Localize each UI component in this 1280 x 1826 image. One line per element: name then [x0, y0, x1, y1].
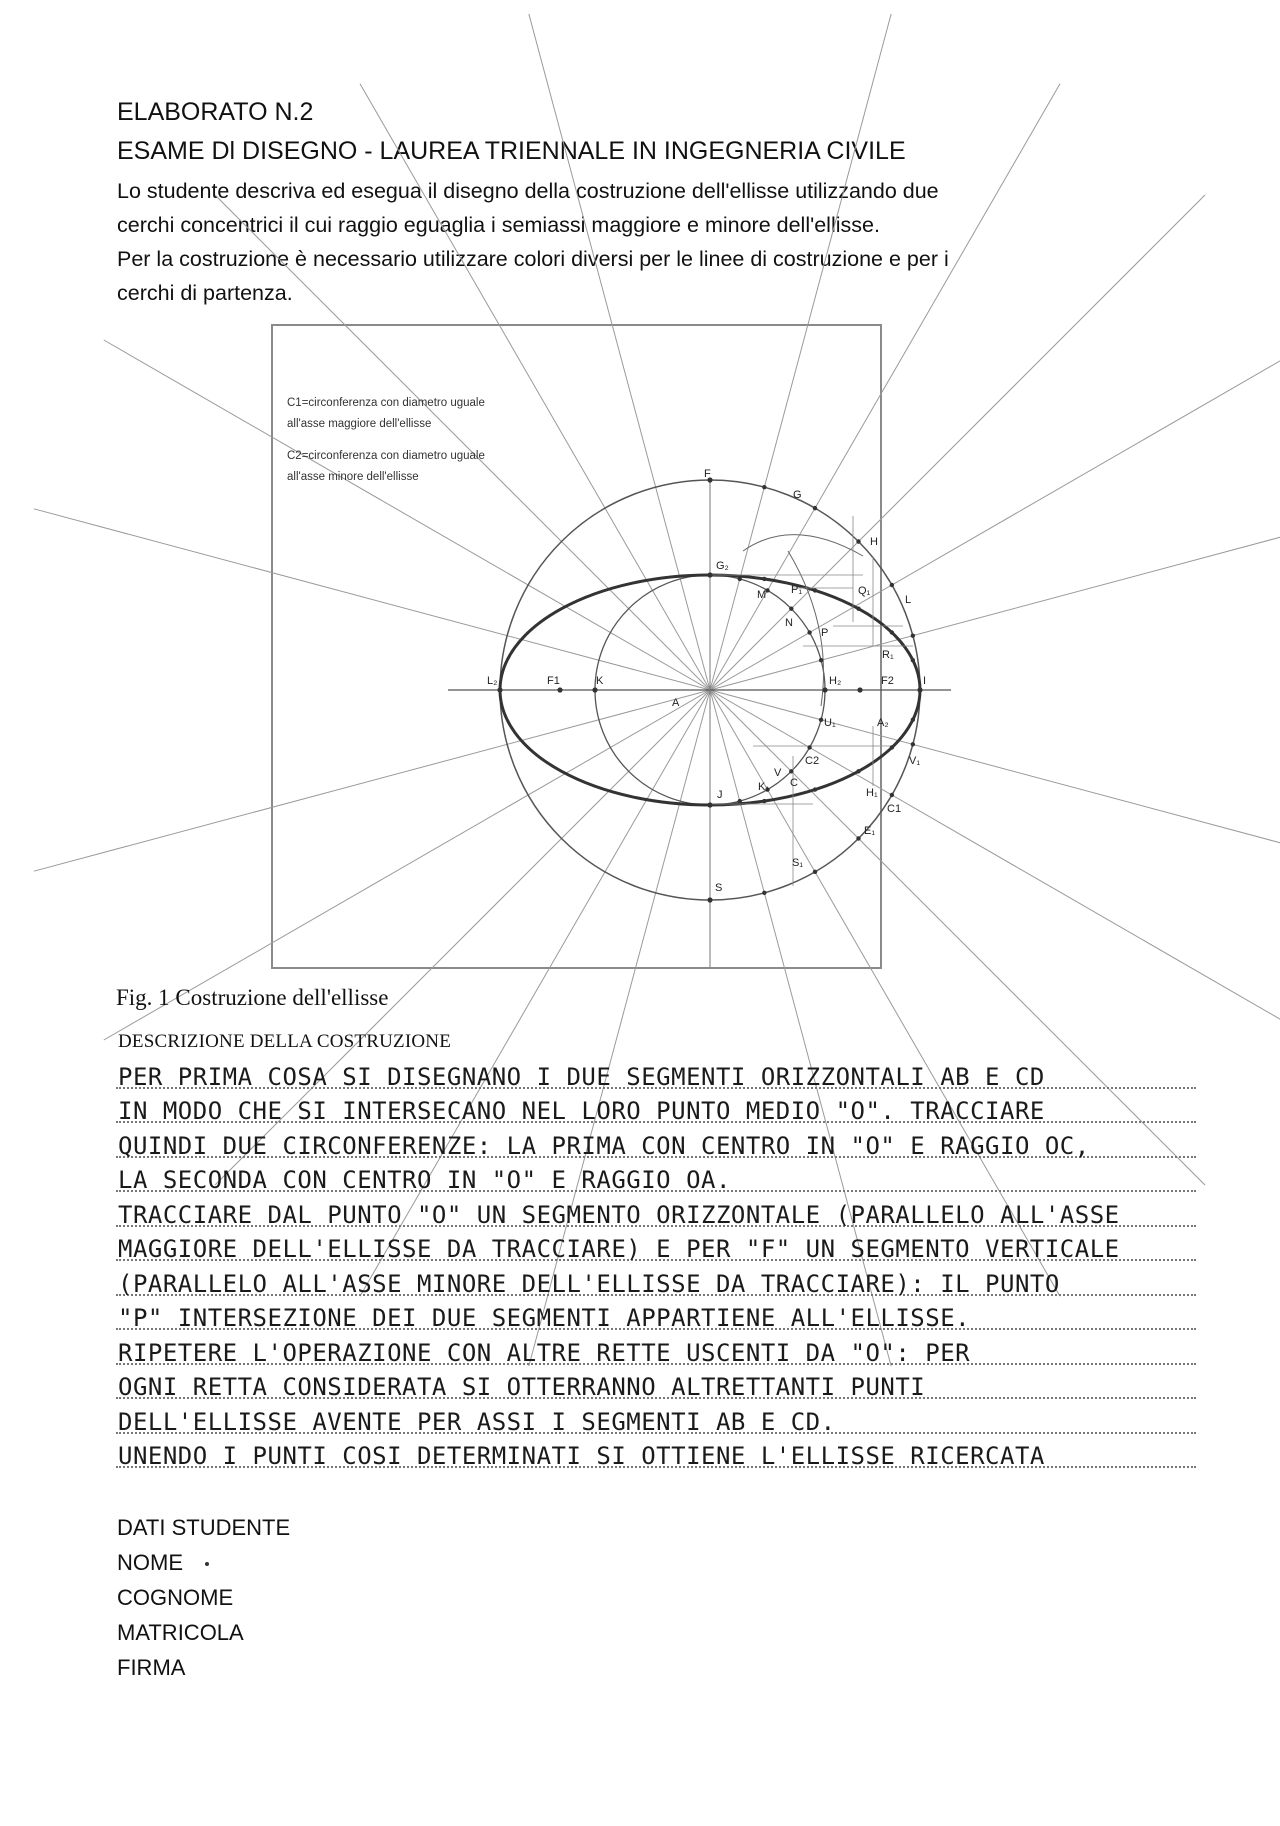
construction-point	[813, 870, 817, 874]
nome-row	[117, 1545, 290, 1580]
construction-point	[813, 787, 817, 791]
construction-point	[738, 577, 742, 581]
exam-subtitle: ESAME Dl DISEGNO - LAUREA TRIENNALE IN INGEGNERIA CIVILE	[117, 137, 906, 165]
construction-point	[762, 577, 766, 581]
label-H: H	[870, 536, 878, 548]
label-L: L	[905, 594, 912, 606]
prompt-line-1: Lo studente descriva ed esegua il disegno della costruzione dell'ellisse utilizzando due	[117, 179, 939, 203]
construction-point	[789, 769, 793, 773]
construction-point	[707, 802, 712, 807]
answer-line	[116, 1371, 1196, 1406]
label-E1: E₁	[864, 825, 876, 837]
construction-point	[738, 799, 742, 803]
label-C2: C2	[805, 755, 820, 767]
construction-point	[707, 897, 712, 902]
figure-caption: Fig. 1 Costruzione dell'ellisse	[116, 985, 389, 1010]
label-F2: F2	[881, 675, 894, 687]
label-R1: R₁	[882, 649, 894, 661]
construction-point	[813, 588, 817, 592]
answer-text: PER PRIMA COSA SI DISEGNANO I DUE SEGMENTI ORIZZONTALI AB E CD	[118, 1062, 1045, 1091]
label-P: P	[821, 627, 829, 639]
answer-line	[116, 1440, 1196, 1475]
construction-point	[857, 687, 862, 692]
construction-point	[856, 836, 860, 840]
label-A: A	[672, 697, 680, 709]
arc-mark-2	[788, 551, 824, 706]
construction-point	[911, 742, 915, 746]
construction-point	[819, 718, 823, 722]
construction-point	[762, 799, 766, 803]
construction-point	[911, 718, 915, 722]
construction-point	[807, 745, 811, 749]
label-N: N	[785, 617, 793, 629]
label-F: F	[704, 468, 711, 480]
answer-text: UNENDO I PUNTI COSI DETERMINATI SI OTTIENE L'ELLISSE RICERCATA	[118, 1442, 1045, 1470]
answer-text: "P" INTERSEZIONE DEI DUE SEGMENTI APPARTIENE ALL'ELLISSE.	[118, 1304, 971, 1332]
construction-point	[807, 630, 811, 634]
student-data-section	[117, 1510, 290, 1685]
construction-point	[890, 745, 894, 749]
prompt-line-4: cerchi di partenza.	[117, 281, 293, 305]
label-K: K	[596, 675, 604, 687]
answer-line	[116, 1060, 1196, 1095]
ellipse-construction-figure	[271, 324, 927, 969]
label-K1: K₁	[758, 781, 770, 793]
answer-line	[116, 1129, 1196, 1164]
construction-point	[592, 687, 597, 692]
label-J: J	[717, 789, 723, 801]
construction-point	[890, 630, 894, 634]
prompt-line-3: Per la costruzione è necessario utilizzare colori diversi per le linee di costruzione e per i	[117, 247, 949, 271]
answer-text: QUINDI DUE CIRCONFERENZE: LA PRIMA CON CENTRO IN "O" E RAGGIO OC,	[118, 1131, 1090, 1160]
label-C: C	[790, 777, 798, 789]
firma-label: FIRMA	[117, 1655, 186, 1680]
answer-line	[116, 1164, 1196, 1199]
construction-point	[856, 539, 860, 543]
legend-c2-line1: C2=circonferenza con diametro uguale	[287, 450, 485, 462]
label-M: M	[757, 589, 767, 601]
answer-text: TRACCIARE DAL PUNTO "O" UN SEGMENTO ORIZZONTALE (PARALLELO ALL'ASSE	[118, 1200, 1120, 1229]
construction-point	[917, 687, 922, 692]
construction-point	[819, 658, 823, 662]
label-S1: S₁	[792, 857, 804, 869]
answer-line	[116, 1336, 1196, 1371]
legend-c1-line1: C1=circonferenza con diametro uguale	[287, 397, 485, 409]
student-data-heading: DATI STUDENTE	[117, 1515, 291, 1540]
label-H1: H₁	[866, 787, 878, 799]
construction-point	[762, 485, 766, 489]
answer-text: IN MODO CHE SI INTERSECANO NEL LORO PUNTO MEDIO "O". TRACCIARE	[118, 1097, 1045, 1125]
label-Q1: Q₁	[858, 585, 871, 597]
construction-point	[911, 633, 915, 637]
answer-text: (PARALLELO ALL'ASSE MINORE DELL'ELLISSE DA TRACCIARE): IL PUNTO	[118, 1269, 1060, 1298]
construction-point	[557, 687, 562, 692]
legend-c1-line2: all'asse maggiore dell'ellisse	[287, 418, 432, 430]
legend-c2-line2: all'asse minore dell'ellisse	[287, 471, 419, 483]
construction-point	[762, 891, 766, 895]
label-P1: P₁	[791, 584, 803, 596]
construction-point	[497, 687, 502, 692]
answer-line	[116, 1095, 1196, 1130]
label-L2: L₂	[487, 675, 498, 687]
label-I: I	[923, 675, 927, 687]
matricola-label: MATRICOLA	[117, 1620, 244, 1645]
answer-text: OGNI RETTA CONSIDERATA SI OTTERRANNO ALTRETTANTI PUNTI	[118, 1373, 926, 1401]
construction-point	[789, 606, 793, 610]
answer-text: RIPETERE L'OPERAZIONE CON ALTRE RETTE USCENTI DA "O": PER	[118, 1338, 971, 1367]
answer-text: LA SECONDA CON CENTRO IN "O" E RAGGIO OA.	[118, 1166, 731, 1194]
construction-point	[822, 687, 827, 692]
answer-line	[116, 1302, 1196, 1337]
construction-point	[890, 583, 894, 587]
label-S: S	[715, 882, 723, 894]
label-U1: U₁	[824, 717, 836, 729]
label-H2: H₂	[829, 675, 842, 687]
cognome-label: COGNOME	[117, 1585, 234, 1610]
label-V1: V₁	[909, 755, 921, 767]
handwritten-answer	[116, 1060, 1196, 1474]
label-G: G	[793, 489, 802, 501]
label-C1: C1	[887, 803, 902, 815]
answer-line	[116, 1267, 1196, 1302]
label-G2: G₂	[716, 560, 729, 572]
label-V: V	[774, 767, 782, 779]
label-A2: A₂	[877, 717, 889, 729]
construction-point	[856, 606, 860, 610]
answer-line	[116, 1198, 1196, 1233]
answer-text: MAGGIORE DELL'ELLISSE DA TRACCIARE) E PER "F" UN SEGMENTO VERTICALE	[118, 1235, 1120, 1263]
prompt-line-2: cerchi concentrici il cui raggio eguaglia i semiassi maggiore e minore dell'ellisse.	[117, 213, 880, 237]
construction-point	[813, 506, 817, 510]
stray-dot	[205, 1562, 209, 1566]
construction-point	[856, 769, 860, 773]
answer-text: DELL'ELLISSE AVENTE PER ASSI I SEGMENTI AB E CD.	[118, 1407, 836, 1436]
description-heading: DESCRIZIONE DELLA COSTRUZIONE	[118, 1031, 452, 1052]
nome-label: NOME	[117, 1550, 183, 1575]
construction-point	[890, 793, 894, 797]
answer-line	[116, 1233, 1196, 1268]
construction-point	[911, 658, 915, 662]
document-title: ELABORATO N.2	[117, 98, 314, 126]
label-F1: F1	[547, 675, 560, 687]
arc-mark-1	[743, 535, 863, 556]
construction-point	[707, 572, 712, 577]
answer-line	[116, 1405, 1196, 1440]
